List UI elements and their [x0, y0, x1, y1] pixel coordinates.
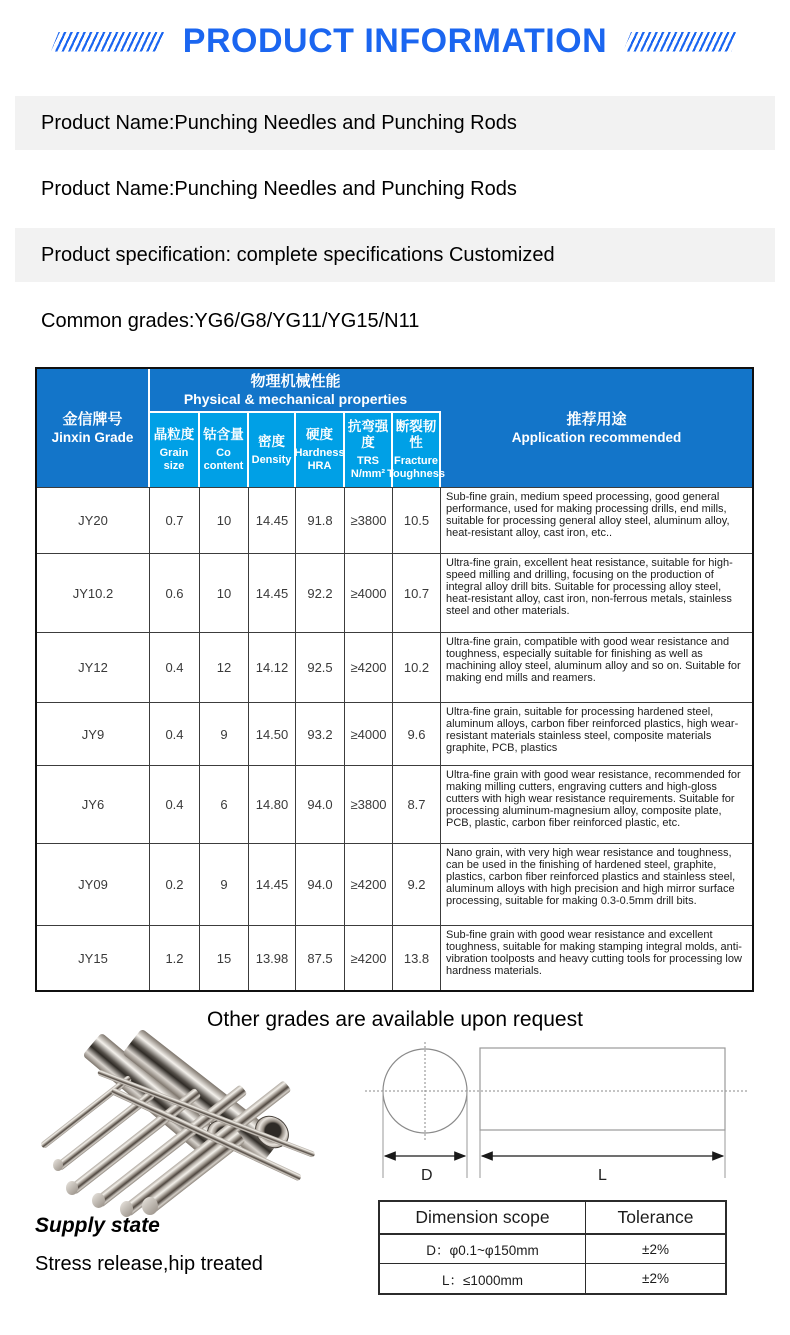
length-scope-cell: L：≤1000mm — [380, 1264, 586, 1293]
grades-table — [35, 367, 754, 992]
info-bars — [15, 96, 775, 360]
diameter-tolerance-cell: ±2% — [586, 1235, 725, 1264]
rod-end-cap — [142, 1197, 158, 1215]
co-cell: 6 — [200, 765, 249, 843]
hardness-cell: 94.0 — [296, 843, 345, 925]
application-column-header — [441, 369, 752, 487]
trs-cell: ≥4200 — [345, 632, 393, 702]
fracture-cell: 9.2 — [393, 843, 441, 925]
group-header-en: Physical & mechanical properties — [183, 391, 408, 407]
subheader-en: TRS N/mm² — [350, 455, 386, 480]
grade-cell: JY9 — [37, 702, 150, 765]
hardness-cell: 93.2 — [296, 702, 345, 765]
trs-cell: ≥4200 — [345, 925, 393, 990]
hardness-cell: 91.8 — [296, 487, 345, 553]
grade-cell: JY09 — [37, 843, 150, 925]
co-cell: 15 — [200, 925, 249, 990]
application-cell: Sub-fine grain with good wear resistance and excellent toughness, suitable for making stamping integral molds, anti-vibration toolposts and heavy cutting tools for processing low hardness materials. — [441, 925, 752, 990]
subheader-grain-size — [150, 413, 200, 487]
co-cell: 10 — [200, 553, 249, 632]
fracture-cell: 8.7 — [393, 765, 441, 843]
grain-cell: 0.4 — [150, 765, 200, 843]
supply-state-text: Stress release,hip treated — [35, 1253, 263, 1275]
co-cell: 9 — [200, 702, 249, 765]
info-bar-text: Product specification: complete specifications Customized — [41, 244, 555, 266]
subheader-en: Density — [251, 453, 292, 466]
fracture-cell: 10.5 — [393, 487, 441, 553]
density-cell: 14.45 — [249, 553, 296, 632]
application-cell: Ultra-fine grain, compatible with good wear resistance and toughness, especially suitable for finishing as well as machining alloy steel, aluminum alloy and so on. Suitable for making end mills and reamers. — [441, 632, 752, 702]
rod-side-view-rectangle — [480, 1048, 725, 1130]
subheader-zh: 断裂韧性 — [395, 419, 437, 450]
subheader-zh: 硬度 — [306, 427, 333, 442]
application-cell: Sub-fine grain, medium speed processing, good general performance, used for making processing drills, end mills, suitable for processing general alloy steel, aluminum alloy, heat-resistant alloy, cast iron, etc.. — [441, 487, 752, 553]
rod-end-cap — [66, 1181, 78, 1195]
density-cell: 13.98 — [249, 925, 296, 990]
masthead — [0, 22, 790, 61]
grain-cell: 0.2 — [150, 843, 200, 925]
co-cell: 10 — [200, 487, 249, 553]
grade-cell: JY10.2 — [37, 553, 150, 632]
subheader-zh: 抗弯强度 — [347, 419, 389, 450]
application-cell: Nano grain, with very high wear resistance and toughness, can be used in the finishing of hardened steel, graphite, plastics, carbon fiber reinforced plastics and stainless steel, aluminum alloys with high precision and high mirror surface processing, suitable for making 0.3-0.5mm drill bits. — [441, 843, 752, 925]
density-cell: 14.12 — [249, 632, 296, 702]
subheader-zh: 晶粒度 — [153, 427, 195, 442]
subheader-en: Fracture Toughness — [387, 455, 445, 480]
grain-cell: 0.4 — [150, 632, 200, 702]
trs-cell: ≥4000 — [345, 702, 393, 765]
application-cell: Ultra-fine grain, suitable for processing hardened steel, aluminum alloys, carbon fiber reinforced plastics, high wear-resistant materials stainless steel, composite materials graphite, PCB, plastics — [441, 702, 752, 765]
info-bar-specification — [15, 228, 775, 282]
grade-header-zh: 金信牌号 — [62, 411, 123, 428]
grain-cell: 1.2 — [150, 925, 200, 990]
application-cell: Ultra-fine grain, excellent heat resistance, suitable for high-speed milling and drilling, focusing on the production of integral alloy drill bits. Suitable for processing alloy steel, heat-resistant alloy, cast iron, non-ferrous metals, stainless steel and other materials. — [441, 553, 752, 632]
density-cell: 14.80 — [249, 765, 296, 843]
info-bar-text: Product Name:Punching Needles and Punching Rods — [41, 112, 517, 134]
density-cell: 14.45 — [249, 487, 296, 553]
fracture-cell: 10.7 — [393, 553, 441, 632]
subheader-zh: 密度 — [258, 433, 285, 449]
group-header-zh: 物理机械性能 — [250, 373, 341, 390]
subheader-en: Hardness HRA — [294, 447, 345, 472]
grade-cell: JY15 — [37, 925, 150, 990]
trs-cell: ≥3800 — [345, 765, 393, 843]
subheader-en: Grain size — [159, 447, 189, 472]
grain-cell: 0.6 — [150, 553, 200, 632]
density-cell: 14.50 — [249, 702, 296, 765]
page-title: PRODUCT INFORMATION — [182, 22, 608, 60]
grain-cell: 0.4 — [150, 702, 200, 765]
density-cell: 14.45 — [249, 843, 296, 925]
application-cell: Ultra-fine grain with good wear resistance, recommended for making milling cutters, engraving cutters and high-gloss cutters with high wear resistance requirements. Suitable for processing aluminum-magnesium alloy, composite plate, PCB, plastic, carbon fiber reinforced plastic, etc. — [441, 765, 752, 843]
grade-column-header — [37, 369, 150, 487]
subheader-density — [249, 413, 296, 487]
info-bar-text: Common grades:YG6/G8/YG11/YG15/N11 — [41, 310, 420, 332]
left-stripes-decoration — [51, 32, 167, 52]
subheader-zh: 钴含量 — [203, 427, 244, 442]
l-dimension-label: L — [598, 1167, 607, 1184]
info-bar-product-name-2 — [15, 162, 775, 216]
length-tolerance-cell: ±2% — [642, 1271, 669, 1286]
dimension-diagram — [355, 1038, 755, 1193]
hardness-cell: 92.2 — [296, 553, 345, 632]
fracture-cell: 10.2 — [393, 632, 441, 702]
subheader-en: Co content — [203, 447, 244, 472]
application-header-en: Application recommended — [511, 430, 682, 445]
co-cell: 12 — [200, 632, 249, 702]
dimension-scope-table — [378, 1200, 727, 1295]
right-stripes-decoration — [623, 32, 739, 52]
trs-cell: ≥4000 — [345, 553, 393, 632]
rod-end-cap — [92, 1193, 105, 1208]
properties-group-header — [150, 369, 441, 413]
trs-cell: ≥4200 — [345, 843, 393, 925]
tolerance-header: Tolerance — [586, 1202, 725, 1235]
info-bar-text: Product Name:Punching Needles and Punching Rods — [41, 178, 517, 200]
application-header-zh: 推荐用途 — [566, 411, 627, 428]
fracture-cell: 13.8 — [393, 925, 441, 990]
hardness-cell: 94.0 — [296, 765, 345, 843]
supply-state-block — [35, 1214, 263, 1276]
diameter-scope-cell: D：φ0.1~φ150mm — [380, 1235, 586, 1264]
trs-cell: ≥3800 — [345, 487, 393, 553]
hardness-cell: 87.5 — [296, 925, 345, 990]
co-cell: 9 — [200, 843, 249, 925]
dimension-scope-header: Dimension scope — [380, 1202, 586, 1235]
grade-header-en: Jinxin Grade — [51, 430, 134, 445]
hardness-cell: 92.5 — [296, 632, 345, 702]
subheader-fracture-toughness — [387, 413, 445, 487]
info-bar-product-name-1 — [15, 96, 775, 150]
subheader-trs — [345, 413, 393, 487]
other-grades-note: Other grades are available upon request — [207, 1008, 583, 1031]
subheader-co-content — [200, 413, 249, 487]
rod-end-cap — [53, 1159, 63, 1171]
grade-cell: JY6 — [37, 765, 150, 843]
d-dimension-label: D — [421, 1167, 433, 1184]
subheader-hardness — [296, 413, 345, 487]
fracture-cell: 9.6 — [393, 702, 441, 765]
grain-cell: 0.7 — [150, 487, 200, 553]
grade-cell: JY12 — [37, 632, 150, 702]
product-photo-rods — [20, 1035, 335, 1215]
info-bar-common-grades — [15, 294, 775, 348]
supply-state-title: Supply state — [35, 1214, 160, 1237]
grade-cell: JY20 — [37, 487, 150, 553]
